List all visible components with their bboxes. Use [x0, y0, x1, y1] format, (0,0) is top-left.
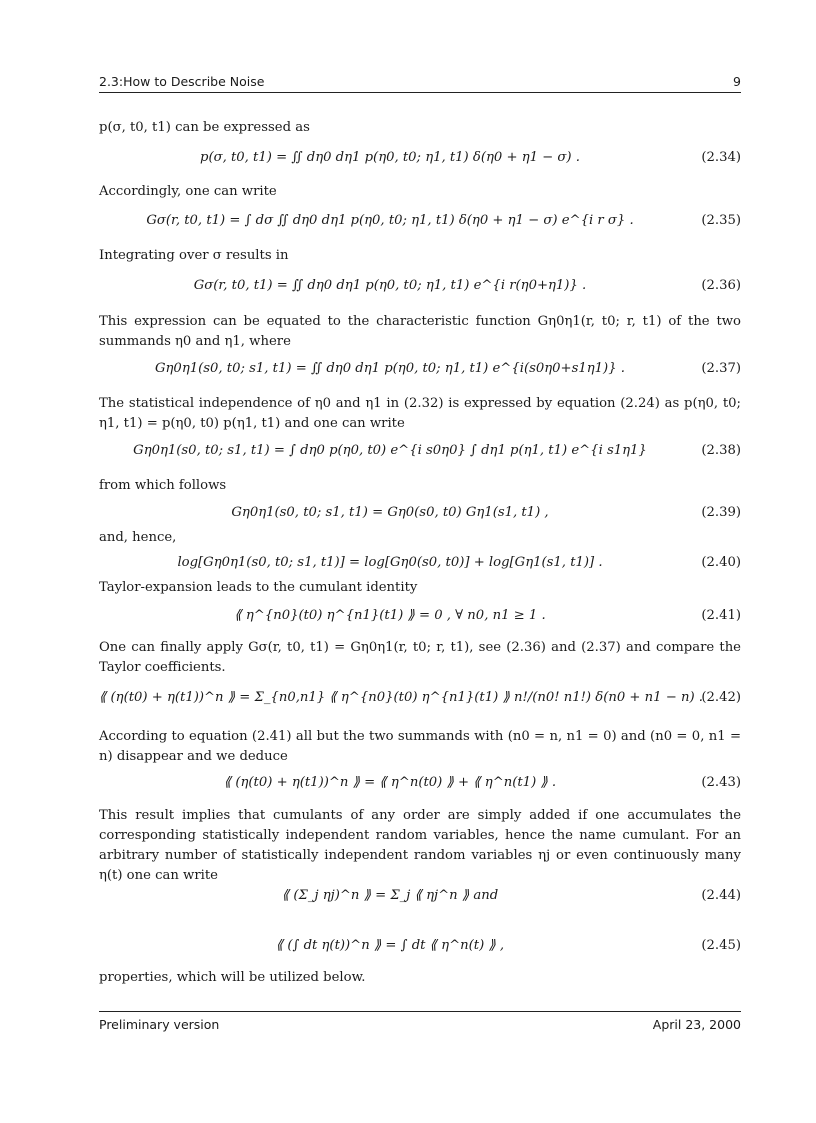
- equation-number: (2.35): [701, 213, 741, 228]
- page-number: 9: [733, 74, 741, 89]
- equation-body: ⟪ (∫ dt η(t))^n ⟫ = ∫ dt ⟪ η^n(t) ⟫ ,: [275, 938, 505, 953]
- paragraph: p(σ, t0, t1) can be expressed as: [99, 120, 310, 135]
- equation-number: (2.43): [701, 775, 741, 790]
- equation-body: ⟪ (η(t0) + η(t1))^n ⟫ = ⟪ η^n(t0) ⟫ + ⟪ η^n(t1) ⟫ .: [223, 775, 557, 790]
- equation-number: (2.41): [701, 608, 741, 623]
- paragraph: Integrating over σ results in: [99, 248, 289, 263]
- footer-version: Preliminary version: [99, 1017, 220, 1032]
- equation-2-41: [99, 608, 741, 634]
- paragraph: The statistical independence of η0 and η1 in (2.32) is expressed by equation (2.24) as p(η0, t0; η1, t1) = p(η0, t0) p(η1, t1) and one can write: [99, 396, 741, 431]
- paragraph: This expression can be equated to the characteristic function Gη0η1(r, t0; r, t1) of the two summands η0 and η1, where: [99, 314, 741, 349]
- equation-number: (2.34): [701, 150, 741, 165]
- equation-number: (2.42): [701, 690, 741, 705]
- equation-body: Gη0η1(s0, t0; s1, t1) = Gη0(s0, t0) Gη1(s1, t1) ,: [231, 505, 549, 520]
- equation-2-43: [99, 775, 741, 801]
- equation-2-35: [99, 213, 741, 239]
- equation-body: ⟪ η^{n0}(t0) η^{n1}(t1) ⟫ = 0 , ∀ n0, n1 ≥ 1 .: [234, 608, 546, 623]
- equation-number: (2.39): [701, 505, 741, 520]
- paragraph: One can finally apply Gσ(r, t0, t1) = Gη0η1(r, t0; r, t1), see (2.36) and (2.37) and compare the Taylor coefficients.: [99, 640, 741, 675]
- paragraph: Accordingly, one can write: [99, 184, 277, 199]
- equation-body: ⟪ (Σ_j ηj)^n ⟫ = Σ_j ⟪ ηj^n ⟫ and: [281, 888, 499, 903]
- equation-2-37: [99, 361, 741, 387]
- equation-number: (2.45): [701, 938, 741, 953]
- equation-body: ⟪ (η(t0) + η(t1))^n ⟫ = Σ_{n0,n1} ⟪ η^{n0}(t0) η^{n1}(t1) ⟫ n!/(n0! n1!) δ(n0 + n1 − n) .: [99, 690, 704, 705]
- equation-body: Gη0η1(s0, t0; s1, t1) = ∬ dη0 dη1 p(η0, t0; η1, t1) e^{i(s0η0+s1η1)} .: [155, 361, 625, 376]
- header-rule: [99, 92, 741, 93]
- equation-body: Gσ(r, t0, t1) = ∬ dη0 dη1 p(η0, t0; η1, t1) e^{i r(η0+η1)} .: [193, 278, 587, 293]
- equation-body: Gσ(r, t0, t1) = ∫ dσ ∬ dη0 dη1 p(η0, t0; η1, t1) δ(η0 + η1 − σ) e^{i r σ} .: [146, 213, 634, 228]
- equation-2-36: [99, 278, 741, 304]
- equation-number: (2.36): [701, 278, 741, 293]
- equation-number: (2.40): [701, 555, 741, 570]
- paragraph: According to equation (2.41) all but the two summands with (n0 = n, n1 = 0) and (n0 = 0, n1 = n) disappear and we deduce: [99, 729, 741, 764]
- equation-number: (2.44): [701, 888, 741, 903]
- equation-body: Gη0η1(s0, t0; s1, t1) = ∫ dη0 p(η0, t0) e^{i s0η0} ∫ dη1 p(η1, t1) e^{i s1η1}: [133, 443, 647, 458]
- equation-2-42: [99, 690, 741, 716]
- footer-rule: [99, 1011, 741, 1012]
- equation-body: log[Gη0η1(s0, t0; s1, t1)] = log[Gη0(s0, t0)] + log[Gη1(s1, t1)] .: [177, 555, 603, 570]
- equation-number: (2.37): [701, 361, 741, 376]
- equation-2-44: [99, 888, 741, 914]
- equation-2-38: [99, 443, 741, 469]
- equation-2-34: [99, 150, 741, 176]
- paragraph: from which follows: [99, 478, 227, 493]
- paragraph: Taylor-expansion leads to the cumulant identity: [99, 580, 418, 595]
- equation-body: p(σ, t0, t1) = ∬ dη0 dη1 p(η0, t0; η1, t1) δ(η0 + η1 − σ) .: [200, 150, 580, 165]
- section-title: 2.3:How to Describe Noise: [99, 74, 265, 89]
- paragraph: This result implies that cumulants of any order are simply added if one accumulates the corresponding statistically independent random variables, hence the name cumulant. For an arbitrary number of statistically independent random variables ηj or even continuously many η(t) one can write: [99, 808, 741, 883]
- footer-date: April 23, 2000: [652, 1017, 741, 1032]
- equation-number: (2.38): [701, 443, 741, 458]
- equation-2-45: [99, 938, 741, 964]
- paragraph: and, hence,: [99, 530, 177, 545]
- paragraph: properties, which will be utilized below.: [99, 970, 366, 985]
